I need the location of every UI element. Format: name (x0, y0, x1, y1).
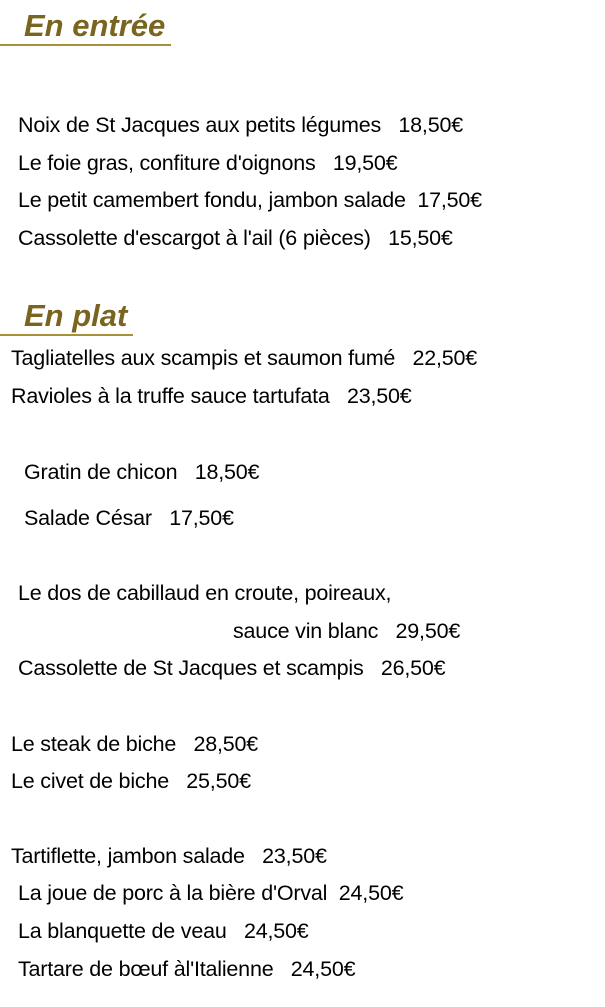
menu-item-name: Ravioles à la truffe sauce tartufata (11, 384, 330, 408)
menu-item-price: 24,50€ (243, 919, 309, 943)
menu-item-name: Le petit camembert fondu, jambon salade (18, 188, 406, 212)
menu-item-name: Noix de St Jacques aux petits légumes (18, 113, 382, 137)
menu-item-name: Le civet de biche (11, 769, 169, 793)
menu-item (18, 150, 397, 176)
menu-item-price: 24,50€ (338, 881, 404, 905)
menu-item-name: Le dos de cabillaud en croute, poireaux, (18, 581, 392, 605)
menu-item-name: Cassolette de St Jacques et scampis (18, 656, 364, 680)
menu-item-price: 18,50€ (398, 113, 463, 137)
heading-en-plat: En plat (0, 298, 133, 336)
menu-item-name: Cassolette d'escargot à l'ail (6 pièces) (18, 226, 371, 250)
menu-item-name: Salade César (24, 506, 152, 530)
menu-item-name: Le steak de biche (11, 732, 177, 756)
menu-item (18, 187, 482, 213)
menu-item-price: 25,50€ (186, 769, 251, 793)
menu-item-price: 19,50€ (332, 151, 398, 175)
menu-item (18, 225, 453, 251)
menu-item (18, 580, 391, 606)
menu-item-price: 17,50€ (417, 188, 482, 212)
menu-item-price: 18,50€ (194, 460, 260, 484)
menu-item-name: La blanquette de veau (18, 919, 227, 943)
menu-item (24, 459, 259, 485)
menu-item-price: 28,50€ (193, 732, 259, 756)
menu-item-price: 23,50€ (262, 844, 327, 868)
menu-item-name: Tartare de bœuf àl'Italienne (18, 957, 274, 981)
menu-item (18, 918, 309, 944)
menu-item-name: sauce vin blanc (233, 619, 379, 643)
menu-item-price: 22,50€ (412, 346, 478, 370)
menu-item-price: 17,50€ (169, 506, 234, 530)
menu-item-price: 29,50€ (395, 619, 461, 643)
menu-item-price: 15,50€ (388, 226, 453, 250)
menu-item-name: Tartiflette, jambon salade (11, 844, 245, 868)
menu-item (18, 880, 403, 906)
menu-item (18, 956, 355, 982)
menu-item (11, 383, 412, 409)
heading-en-entree: En entrée (0, 8, 171, 46)
menu-item (24, 505, 234, 531)
menu-item-name: La joue de porc à la bière d'Orval (18, 881, 328, 905)
menu-item-price: 24,50€ (290, 957, 356, 981)
menu-item-price: 23,50€ (347, 384, 412, 408)
menu-item (18, 112, 463, 138)
menu-item (11, 768, 251, 794)
menu-item-name: Le foie gras, confiture d'oignons (18, 151, 316, 175)
menu-item-price: 26,50€ (380, 656, 446, 680)
menu-item (11, 731, 258, 757)
menu-item-continuation (233, 618, 460, 644)
menu-item (11, 843, 327, 869)
menu-item (11, 345, 477, 371)
menu-item-name: Tagliatelles aux scampis et saumon fumé (11, 346, 396, 370)
menu-item (18, 655, 445, 681)
menu-item-name: Gratin de chicon (24, 460, 178, 484)
